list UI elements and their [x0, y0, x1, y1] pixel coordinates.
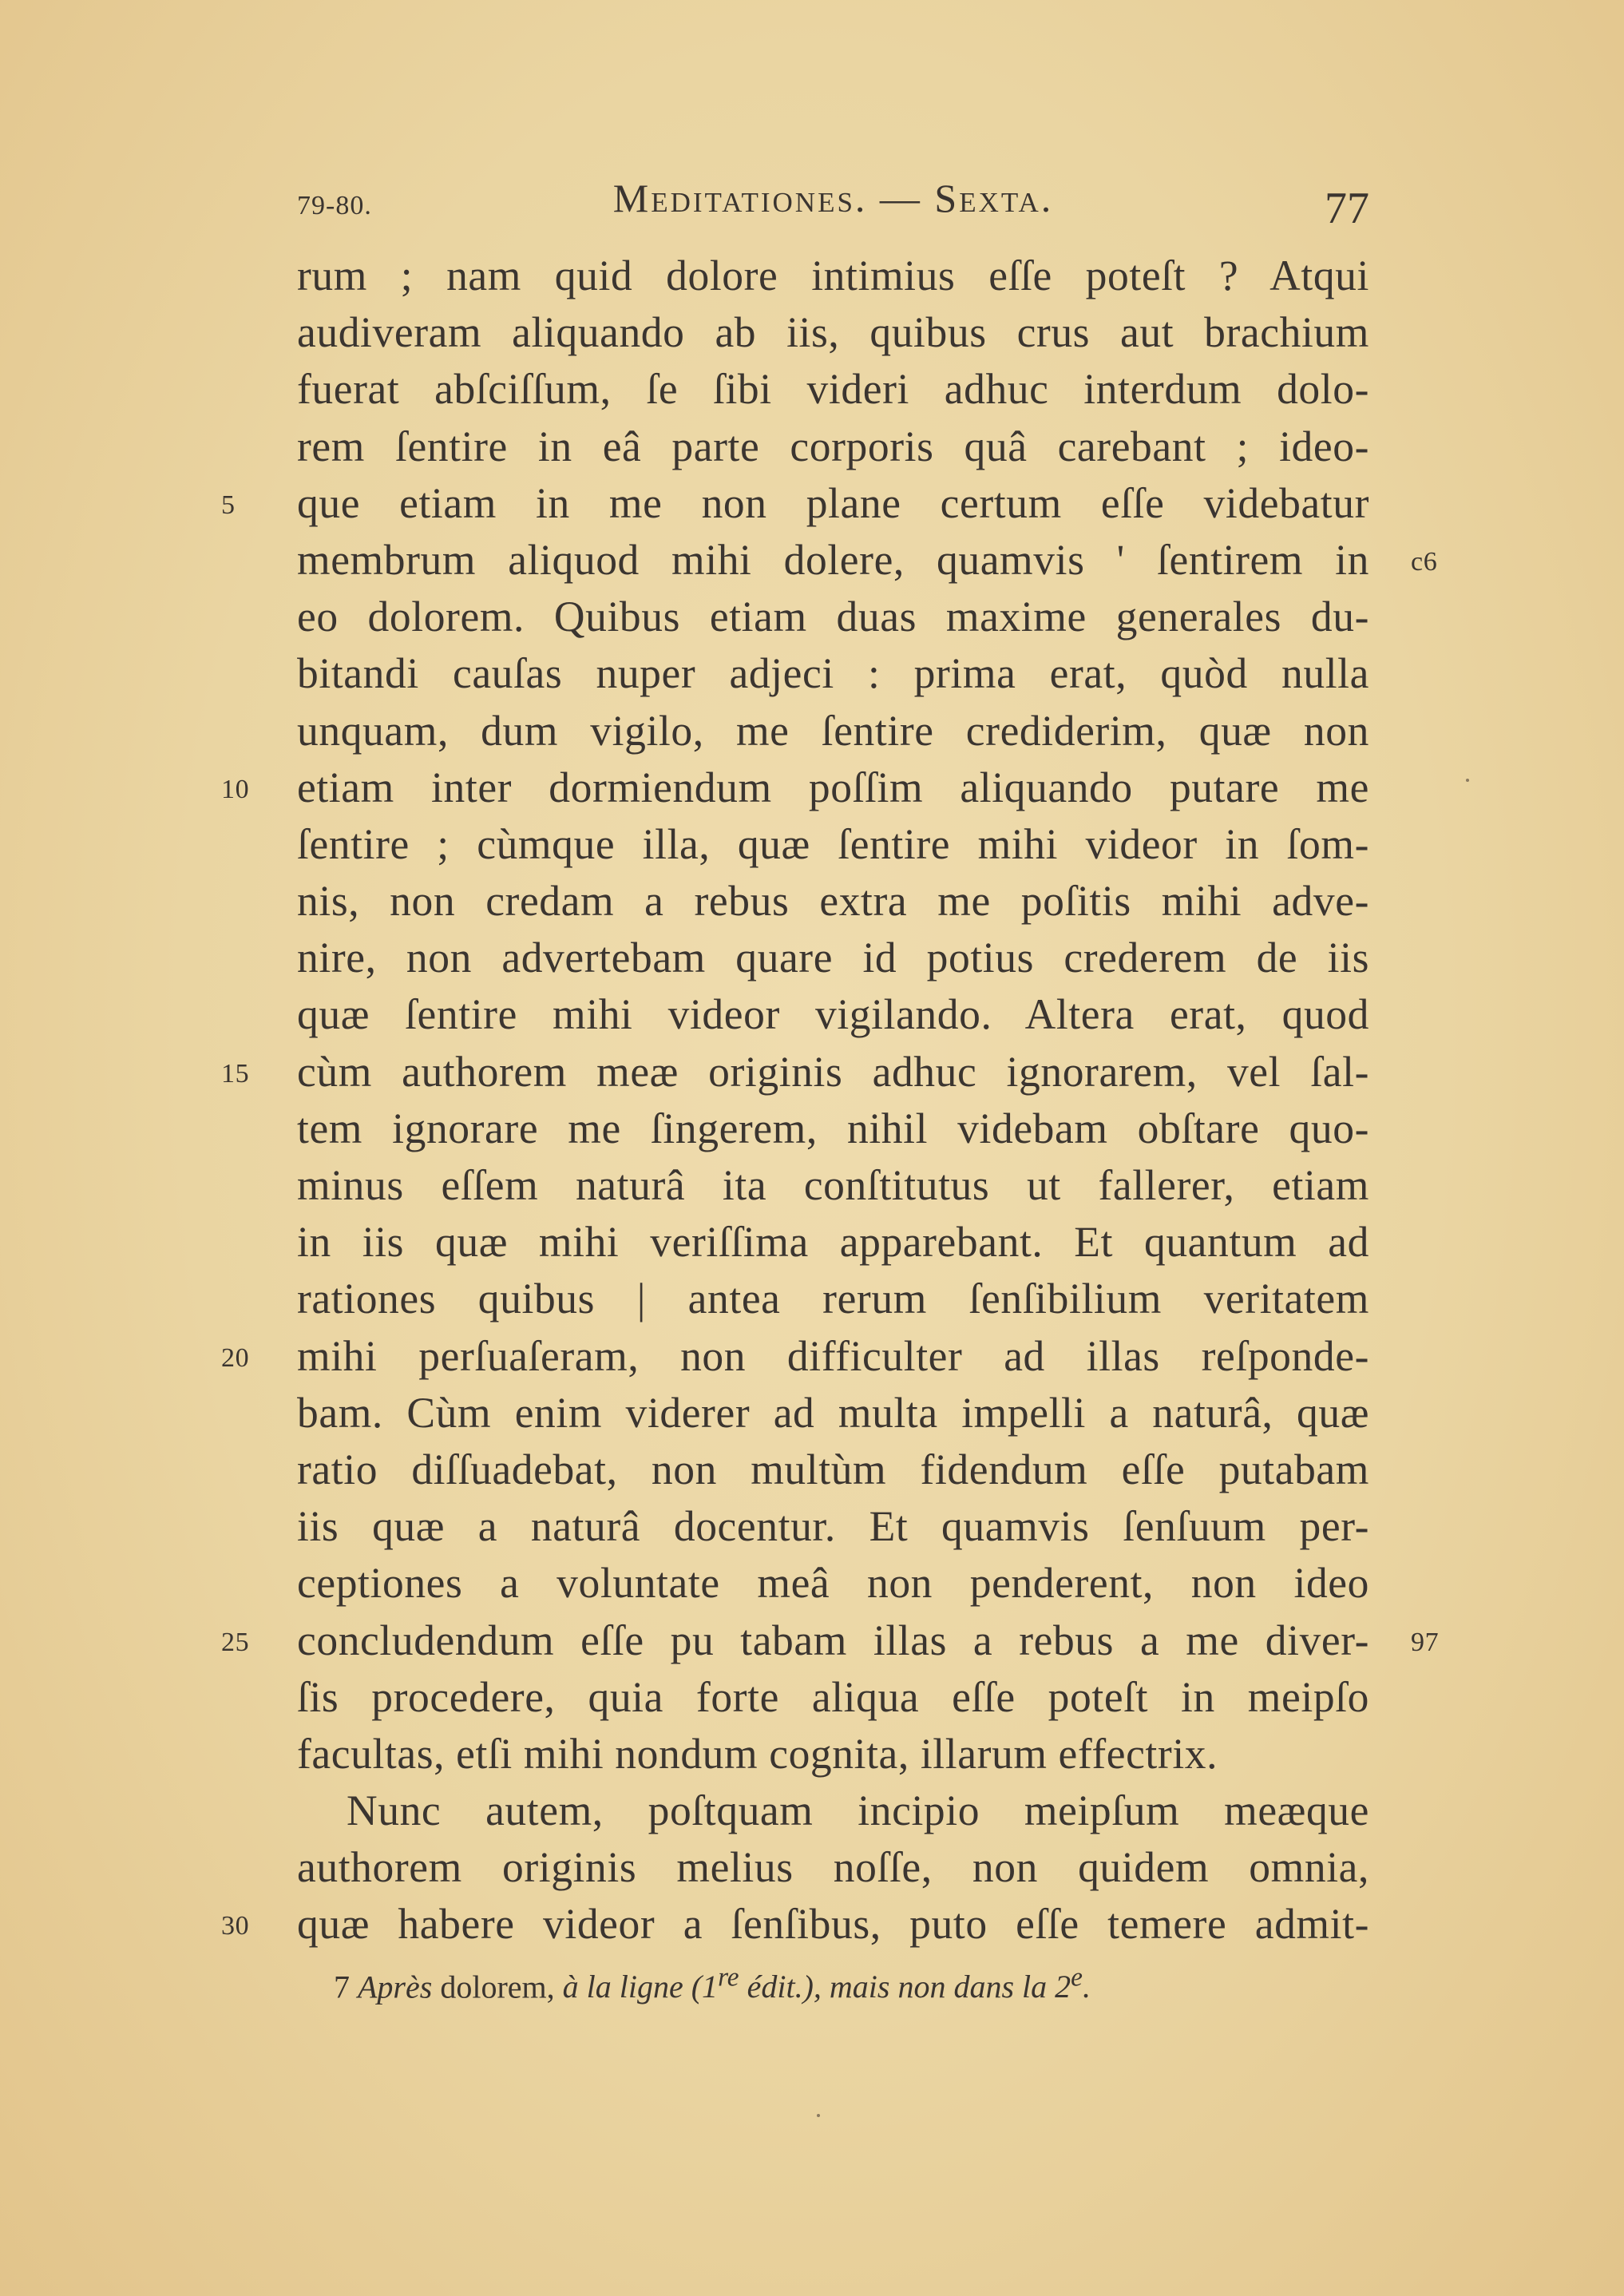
text-line-content: fuerat abſciſſum, ſe ſibi videri adhuc interdum dolo- — [297, 365, 1369, 414]
text-line — [297, 304, 1369, 361]
text-line-content: bam. Cùm enim viderer ad multa impelli a naturâ, quæ — [297, 1388, 1369, 1437]
text-line — [297, 248, 1369, 304]
text-line-content: bitandi cauſas nuper adjeci : prima erat, quòd nulla — [297, 649, 1369, 698]
body-text — [221, 248, 1440, 1953]
text-line — [297, 1498, 1369, 1555]
line-number: 15 — [221, 1058, 250, 1089]
text-line — [297, 532, 1438, 589]
running-title: Meditationes. — Sexta. — [612, 176, 1054, 220]
text-line — [221, 759, 1369, 816]
text-line — [297, 703, 1369, 759]
text-line-content: iis quæ a naturâ docentur. Et quamvis ſenſuum per- — [297, 1502, 1369, 1551]
line-number: 20 — [221, 1342, 250, 1373]
text-line — [297, 816, 1369, 873]
text-line — [297, 1100, 1369, 1157]
text-line-content: mihi perſuaſeram, non difficulter ad illas reſponde- — [297, 1331, 1369, 1380]
text-line-content: ſentire ; cùmque illa, quæ ſentire mihi videor in ſom- — [297, 819, 1369, 868]
page-range: 79-80. — [297, 191, 372, 220]
text-line — [221, 1328, 1369, 1385]
text-line-content: nis, non credam a rebus extra me poſitis mihi adve- — [297, 877, 1369, 926]
text-line — [297, 645, 1369, 702]
text-line — [297, 873, 1369, 930]
text-line-content: nire, non advertebam quare id potius crederem de iis — [297, 934, 1369, 982]
text-line-content: Nunc autem, poſtquam incipio meipſum meæque — [347, 1786, 1369, 1835]
text-line-content: quæ habere videor a ſenſibus, puto eſſe temere admit- — [297, 1900, 1369, 1949]
text-line-content: etiam inter dormiendum poſſim aliquando putare me — [297, 763, 1369, 811]
margin-reference: c6 — [1411, 546, 1438, 577]
text-line-content: eo dolorem. Quibus etiam duas maxime generales du- — [297, 593, 1369, 641]
margin-reference: 97 — [1411, 1627, 1440, 1657]
text-line-content: ratio diſſuadebat, non multùm fidendum eſſe putabam — [297, 1445, 1369, 1493]
running-header — [297, 172, 1369, 236]
text-line — [297, 1441, 1369, 1498]
text-line — [221, 475, 1369, 532]
paper-speck — [817, 2114, 820, 2117]
line-number: 30 — [221, 1911, 250, 1941]
text-line — [221, 1612, 1440, 1669]
text-line — [297, 589, 1369, 645]
footnote — [334, 1963, 1091, 2005]
text-line — [297, 361, 1369, 418]
text-line-content: membrum aliquod mihi dolere, quamvis ' ſentirem in — [297, 535, 1369, 584]
footnote-number: 7 — [334, 1969, 350, 2005]
footnote-word: Après — [358, 1969, 433, 2005]
text-line-content: facultas, etſi mihi nondum cognita, illarum effectrix. — [297, 1729, 1218, 1778]
footnote-text: à la ligne (1re édit.), mais non dans la 2e. — [562, 1963, 1091, 2005]
text-line-content: que etiam in me non plane certum eſſe videbatur — [297, 478, 1369, 527]
paper-speck — [1466, 779, 1469, 782]
text-line — [297, 1782, 1369, 1839]
text-line — [297, 418, 1369, 475]
text-line — [297, 1271, 1369, 1327]
text-line-content: ſis procedere, quia forte aliqua eſſe poteſt in meipſo — [297, 1672, 1369, 1721]
text-line-content: ceptiones a voluntate meâ non penderent, non ideo — [297, 1559, 1369, 1608]
text-line — [297, 1157, 1369, 1214]
text-line — [297, 1726, 1369, 1782]
text-line-content: quæ ſentire mihi videor vigilando. Altera erat, quod — [297, 990, 1369, 1039]
text-line — [297, 986, 1369, 1043]
line-number: 5 — [221, 490, 236, 520]
text-line-content: cùm authorem meæ originis adhuc ignorarem, vel ſal- — [297, 1047, 1369, 1096]
text-line-content: tem ignorare me ſingerem, nihil videbam obſtare quo- — [297, 1104, 1369, 1152]
text-line — [297, 1214, 1369, 1271]
text-line — [221, 1896, 1369, 1953]
line-number: 10 — [221, 774, 250, 804]
text-line — [297, 1669, 1369, 1726]
text-line — [221, 1044, 1369, 1100]
page-number: 77 — [1325, 184, 1369, 233]
text-line-content: in iis quæ mihi veriſſima apparebant. Et quantum ad — [297, 1218, 1369, 1267]
line-number: 25 — [221, 1627, 250, 1657]
text-line-content: authorem originis melius noſſe, non quidem omnia, — [297, 1843, 1369, 1892]
text-line — [297, 1385, 1369, 1441]
text-line — [297, 1555, 1369, 1612]
text-line-content: unquam, dum vigilo, me ſentire crediderim, quæ non — [297, 706, 1369, 755]
text-line-content: concludendum eſſe pu tabam illas a rebus a me diver- — [297, 1616, 1369, 1664]
text-line-content: audiveram aliquando ab iis, quibus crus aut brachium — [297, 308, 1369, 357]
text-line-content: minus eſſem naturâ ita conſtitutus ut fallerer, etiam — [297, 1161, 1369, 1209]
text-line-content: rationes quibus | antea rerum ſenſibilium veritatem — [297, 1275, 1369, 1323]
footnote-word: dolorem, — [440, 1969, 555, 2005]
text-line-content: rum ; nam quid dolore intimius eſſe poteſt ? Atqui — [297, 252, 1369, 299]
text-line — [297, 1839, 1369, 1896]
text-line-content: rem ſentire in eâ parte corporis quâ carebant ; ideo- — [297, 422, 1369, 470]
text-line — [297, 930, 1369, 986]
